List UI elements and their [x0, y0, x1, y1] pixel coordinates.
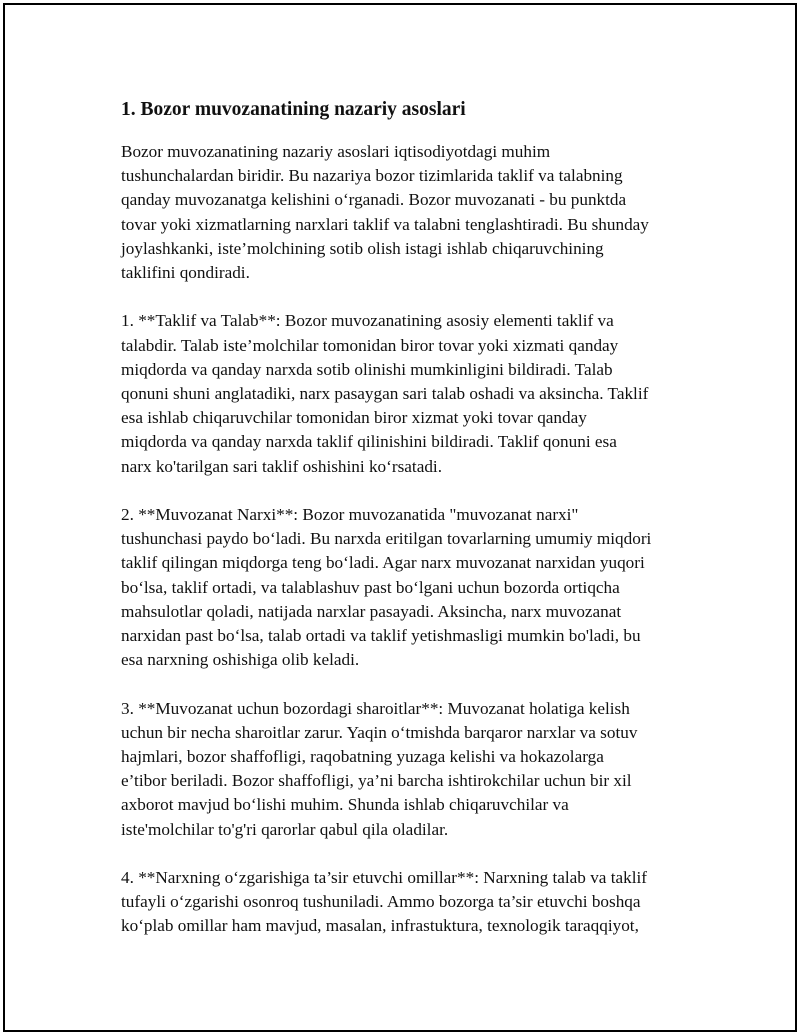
- document-page: [3, 3, 797, 1032]
- text-line: esa narxning oshishiga olib keladi.: [121, 650, 360, 670]
- text-line: qonuni shuni anglatadiki, narx pasaygan sari talab oshadi va aksincha. Taklif: [121, 384, 649, 404]
- text-line: narx ko'tarilgan sari taklif oshishini ko‘rsatadi.: [121, 456, 442, 476]
- text-line: iste'molchilar to'g'ri qarorlar qabul qila oladilar.: [121, 819, 449, 839]
- paragraph-supply-demand: [121, 309, 696, 478]
- paragraph-intro: [121, 140, 696, 285]
- text-line: mahsulotlar qoladi, natijada narxlar pasayadi. Aksincha, narx muvozanat: [121, 601, 622, 621]
- text-line: narxidan past bo‘lsa, talab ortadi va taklif yetishmasligi mumkin bo'ladi, bu: [121, 626, 641, 646]
- text-line: tovar yoki xizmatlarning narxlari taklif va talabni tenglashtiradi. Bu shunday: [121, 214, 649, 234]
- text-line: qanday muvozanatga kelishini o‘rganadi. Bozor muvozanati - bu punktda: [121, 190, 627, 210]
- text-line: taklifini qondiradi.: [121, 263, 250, 283]
- paragraph-price-factors: [121, 866, 696, 939]
- text-line: 1. **Taklif va Talab**: Bozor muvozanatining asosiy elementi taklif va: [121, 311, 614, 331]
- text-line: bo‘lsa, taklif ortadi, va talablashuv past bo‘lgani uchun bozorda ortiqcha: [121, 577, 620, 597]
- text-line: miqdorda va qanday narxda taklif qilinishini bildiradi. Taklif qonuni esa: [121, 432, 617, 452]
- text-line: tufayli o‘zgarishi osonroq tushuniladi. Ammo bozorga ta’sir etuvchi boshqa: [121, 892, 641, 912]
- document-body: [121, 97, 696, 963]
- text-line: hajmlari, bozor shaffofligi, raqobatning yuzaga kelishi va hokazolarga: [121, 747, 604, 767]
- text-line: 2. **Muvozanat Narxi**: Bozor muvozanatida "muvozanat narxi": [121, 505, 579, 525]
- paragraph-market-conditions: [121, 697, 696, 842]
- text-line: tushunchalardan biridir. Bu nazariya bozor tizimlarida taklif va talabning: [121, 166, 623, 186]
- text-line: talabdir. Talab iste’molchilar tomonidan biror tovar yoki xizmati qanday: [121, 335, 619, 355]
- text-line: esa ishlab chiqaruvchilar tomonidan biror xizmat yoki tovar qanday: [121, 408, 587, 428]
- text-line: 3. **Muvozanat uchun bozordagi sharoitlar**: Muvozanat holatiga kelish: [121, 698, 630, 718]
- text-line: uchun bir necha sharoitlar zarur. Yaqin o‘tmishda barqaror narxlar va sotuv: [121, 722, 638, 742]
- text-line: Bozor muvozanatining nazariy asoslari iqtisodiyotdagi muhim: [121, 142, 551, 161]
- text-line: e’tibor beriladi. Bozor shaffofligi, ya’ni barcha ishtirokchilar uchun bir xil: [121, 771, 632, 791]
- text-line: ko‘plab omillar ham mavjud, masalan, infrastuktura, texnologik taraqqiyot,: [121, 916, 639, 936]
- text-line: joylashkanki, iste’molchining sotib olish istagi ishlab chiqaruvchining: [121, 238, 604, 258]
- text-line: 4. **Narxning o‘zgarishiga ta’sir etuvchi omillar**: Narxning talab va taklif: [121, 868, 647, 888]
- text-line: axborot mavjud bo‘lishi muhim. Shunda ishlab chiqaruvchilar va: [121, 795, 569, 815]
- text-line: tushunchasi paydo bo‘ladi. Bu narxda eritilgan tovarlarning umumiy miqdori: [121, 529, 652, 549]
- paragraph-equilibrium-price: [121, 503, 696, 672]
- text-line: miqdorda va qanday narxda sotib olinishi mumkinligini bildiradi. Talab: [121, 359, 613, 379]
- text-line: taklif qilingan miqdorga teng bo‘ladi. Agar narx muvozanat narxidan yuqori: [121, 553, 645, 573]
- section-title: 1. Bozor muvozanatining nazariy asoslari: [121, 99, 466, 120]
